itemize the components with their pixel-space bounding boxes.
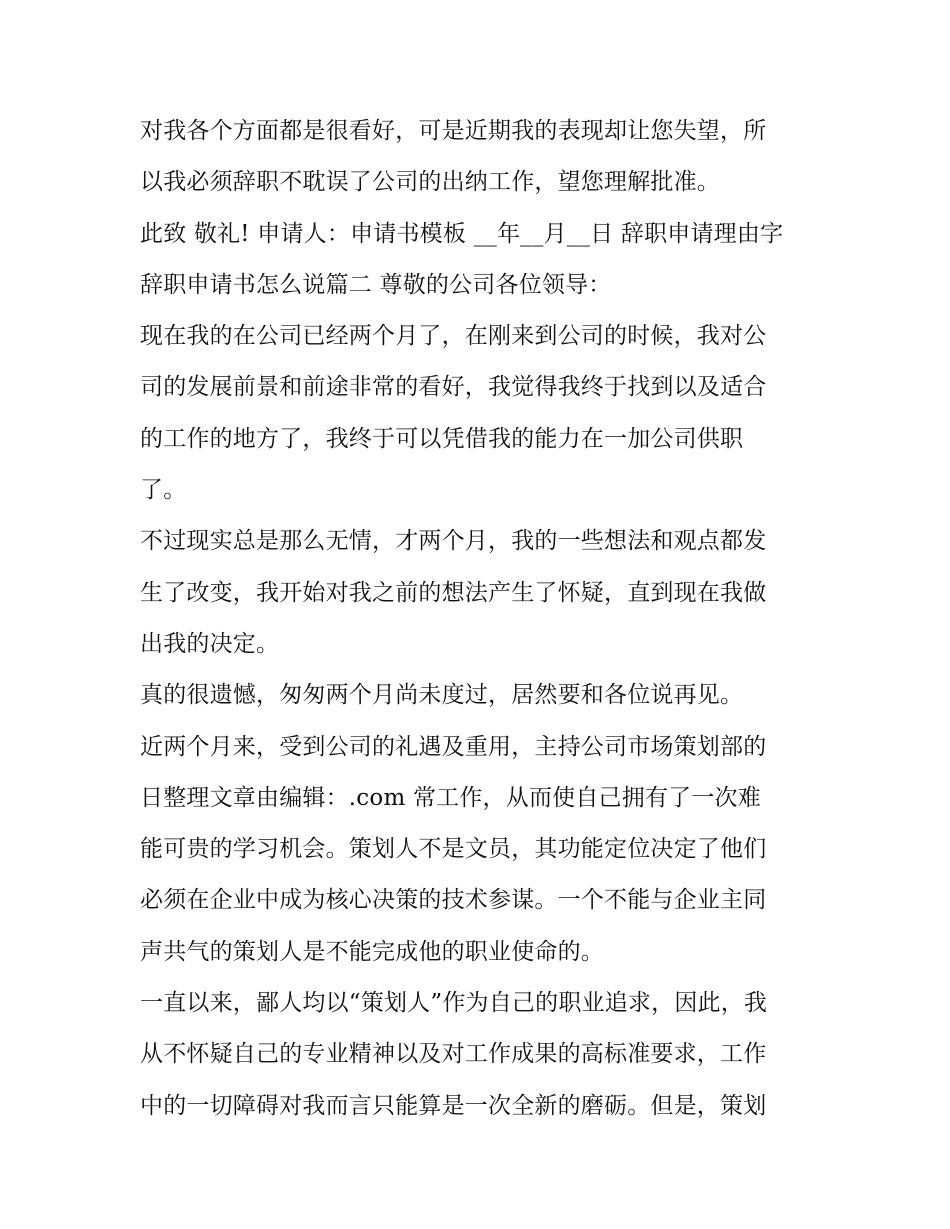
text-line: 出我的决定。 — [140, 630, 280, 657]
text-line: 声共气的策划人是不能完成他的职业使命的。 — [140, 938, 604, 965]
text-line: 了。 — [140, 477, 187, 504]
text-line: 不过现实总是那么无情，才两个月，我的一些想法和观点都发 — [140, 528, 767, 555]
text-line: 辞职申请书怎么说篇二 尊敬的公司各位领导： — [140, 271, 612, 298]
text-line: 从不怀疑自己的专业精神以及对工作成果的高标准要求，工作 — [140, 1041, 767, 1068]
text-line: 必须在企业中成为核心决策的技术参谋。一个不能与企业主同 — [140, 887, 767, 914]
text-line: 以我必须辞职不耽误了公司的出纳工作，望您理解批准。 — [140, 169, 720, 196]
text-line: 司的发展前景和前途非常的看好，我觉得我终于找到以及适合 — [140, 374, 767, 401]
text-line: 日整理文章由编辑：.com 常工作，从而使自己拥有了一次难 — [140, 784, 761, 811]
text-line: 真的很遗憾，匆匆两个月尚未度过，居然要和各位说再见。 — [140, 682, 744, 709]
text-line: 现在我的在公司已经两个月了，在刚来到公司的时候，我对公 — [140, 323, 767, 350]
text-line: 近两个月来，受到公司的礼遇及重用，主持公司市场策划部的 — [140, 733, 767, 760]
text-line: 中的一切障碍对我而言只能算是一次全新的磨砺。但是，策划 — [140, 1092, 767, 1119]
text-line: 的工作的地方了，我终于可以凭借我的能力在一加公司供职 — [140, 425, 744, 452]
text-line: 此致 敬礼! 申请人：申请书模板 __年__月__日 辞职申请理由字 — [140, 220, 784, 247]
document-body — [140, 106, 820, 1132]
text-line: 生了改变，我开始对我之前的想法产生了怀疑，直到现在我做 — [140, 579, 767, 606]
text-line: 一直以来，鄙人均以“策划人”作为自己的职业追求，因此，我 — [140, 990, 768, 1017]
text-line: 能可贵的学习机会。策划人不是文员，其功能定位决定了他们 — [140, 836, 767, 863]
text-line: 对我各个方面都是很看好，可是近期我的表现却让您失望，所 — [140, 118, 767, 144]
